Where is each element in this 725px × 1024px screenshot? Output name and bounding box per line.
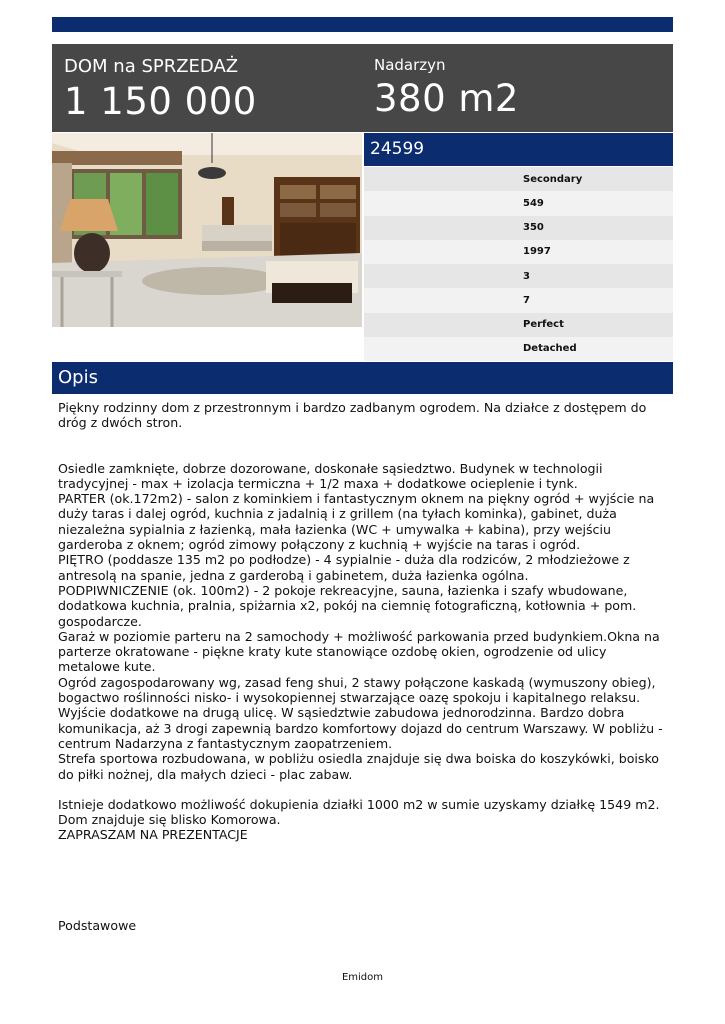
description-line: Ogród zagospodarowany wg, zasad feng shui, 2 stawy połączone kaskadą (wymuszony obieg), bogactwo roślinności nisko- i wysokopiennej stwarzające oazę spokoju i kapitalnego relaksu.	[58, 674, 656, 706]
header-left	[64, 56, 257, 124]
description-line: PIĘTRO (poddasze 135 m2 po podłodze) - 4 sypialnie - duża dla rodziców, 2 młodzieżowe z antresolą na spanie, jedna z garderobą i gabinetem, duża łazienka ogólna.	[58, 552, 630, 583]
description-line: PODPIWNICZENIE (ok. 100m2) - 2 pokoje rekreacyjne, sauna, łazienka i szafy wbudowane, dodatkowa kuchnia, pralnia, spiżarnia x2, pokój na ciemnię fotograficzną, kotłownia + pom. gospodarcze.	[58, 582, 637, 629]
attribute-value: 1997	[523, 246, 551, 258]
attribute-row	[364, 240, 673, 264]
attribute-value: Secondary	[523, 173, 583, 185]
attribute-row	[364, 216, 673, 240]
description-heading-bar	[52, 362, 673, 394]
property-price: 1 150 000	[64, 80, 257, 123]
section-label-basic: Podstawowe	[58, 918, 137, 933]
attribute-value: Perfect	[523, 319, 564, 331]
attribute-row	[364, 288, 673, 312]
attribute-value: 7	[523, 294, 530, 306]
attribute-value: 350	[523, 222, 544, 234]
attribute-row	[364, 191, 673, 215]
description-line: Osiedle zamknięte, dobrze dozorowane, doskonałe sąsiedztwo. Budynek w technologii tradycyjnej - max + izolacja termiczna + 1/2 maxa + dodatkowe ocieplenie i tynk.	[58, 460, 603, 491]
description-closing: ZAPRASZAM NA PREZENTACJE	[58, 827, 248, 843]
attribute-value: 549	[523, 197, 544, 209]
attributes-table	[364, 167, 673, 361]
attribute-row	[364, 264, 673, 288]
description-line: PARTER (ok.172m2) - salon z kominkiem i fantastycznym oknem na piękny ogród + wyjście na duży taras i dalej ogród, kuchnia z jadalnią i z grillem (na tyłach kominka), gabinet, duża niezależna sypialnia z łazienką, mała łazienka (WC + umywalka + kabina), przy wejściu garderoba z oknem; ogród zimowy połączony z kuchnią + wyjście na taras i ogród.	[58, 491, 655, 553]
description-line: Garaż w poziomie parteru na 2 samochody + możliwość parkowania przed budynkiem.Okna na parterze okratowane - piękne kraty kute stanowiące ozdobę okien, ogrodzenie od ulicy metalowe kute.	[58, 628, 660, 675]
header-right	[374, 56, 519, 121]
description-intro: Piękny rodzinny dom z przestronnym i bardzo zadbanym ogrodem. Na działce z dostępem do dróg z dwóch stron.	[58, 400, 647, 431]
description-line: Wyjście dodatkowe na drugą ulicę. W sąsiedztwie zabudowa jednorodzinna. Bardzo dobra komunikacja, aż 3 drogi zapewnią bardzo komfortowy dojazd do centrum Warszawy. W pobliżu - centrum Nadarzyna z fantastycznym zaopatrzeniem.	[58, 705, 663, 751]
description-body	[58, 400, 670, 843]
top-accent-bar	[52, 17, 673, 32]
description-heading: Opis	[58, 367, 98, 388]
listing-id: 24599	[370, 139, 425, 159]
footer-agency: Emidom	[341, 972, 384, 983]
property-area: 380 m2	[374, 77, 519, 120]
property-photo	[52, 133, 362, 327]
description-closing: Istnieje dodatkowo możliwość dokupienia działki 1000 m2 w sumie uzyskamy działkę 1549 m2.	[58, 796, 660, 812]
attribute-row	[364, 313, 673, 337]
listing-id-bar	[364, 133, 673, 166]
property-location: Nadarzyn	[374, 56, 446, 74]
attribute-value: 3	[523, 270, 530, 282]
attribute-row	[364, 167, 673, 191]
description-closing: Dom znajduje się blisko Komorowa.	[58, 812, 281, 828]
attribute-row	[364, 337, 673, 361]
listing-header	[52, 44, 673, 132]
property-type: DOM na SPRZEDAŻ	[64, 56, 239, 77]
living-room-illustration	[52, 133, 362, 327]
attribute-value: Detached	[523, 343, 577, 355]
description-line: Strefa sportowa rozbudowana, w pobliżu osiedla znajduje się dwa boiska do koszykówki, boisko do piłki nożnej, dla małych dzieci - plac zabaw.	[58, 751, 660, 782]
